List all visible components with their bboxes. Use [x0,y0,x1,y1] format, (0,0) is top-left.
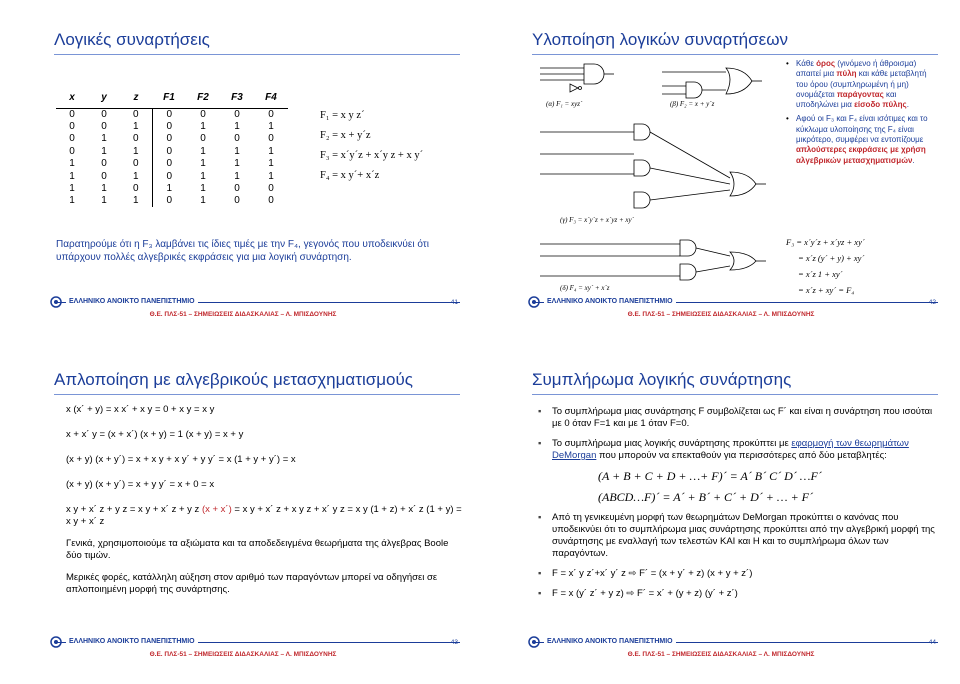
circuit-label-d: (δ) F₄ = xy´ + x´z [560,284,610,292]
circuit-label-c: (γ) F₃ = x´y´z + x´yz + xy´ [560,216,634,224]
implies-arrow-icon: ⇨ [628,568,637,579]
title-divider [54,54,460,55]
identity-line: x (x´ + y) = x x´ + x y = 0 + x y = x y [66,404,215,415]
table-cell: 0 [152,120,186,132]
table-cell: 1 [101,183,107,195]
table-cell: 0 [234,133,240,145]
table-cell: 1 [200,195,206,207]
title-divider [532,394,938,395]
table-row [56,108,288,120]
table-cell: 1 [101,145,107,157]
table-cell: 0 [101,170,107,182]
table-row [56,145,288,157]
table-cell: 1 [234,158,240,170]
page-number: 44 [928,639,936,646]
equation-f3: F₃ = x´y´z + x´y z + x y´ [320,150,424,161]
circuit-label-b: (β) F₂ = x + y´z [670,100,715,108]
table-cell: 0 [132,133,139,145]
footer-university: ΕΛΛΗΝΙΚΟ ΑΝΟΙΚΤΟ ΠΑΝΕΠΙΣΤΗΜΙΟ [544,638,676,645]
footer-course: Θ.Ε. ΠΛΣ-51 – ΣΗΜΕΙΩΣΕΙΣ ΔΙΔΑΣΚΑΛΙΑΣ – Λ. ΜΠΙΣΔΟΥΝΗΣ [149,311,337,318]
table-cell: 0 [132,158,139,170]
table-cell: 0 [101,158,107,170]
table-cell: 0 [101,108,107,120]
col-z: z [120,88,152,108]
equations [320,106,423,186]
table-cell: 0 [69,145,75,157]
table-row [56,170,288,182]
footer-course: Θ.Ε. ΠΛΣ-51 – ΣΗΜΕΙΩΣΕΙΣ ΔΙΔΑΣΚΑΛΙΑΣ – Λ. ΜΠΙΣΔΟΥΝΗΣ [627,311,815,318]
slide-44 [486,346,956,678]
logic-circuits-diagram [530,60,780,296]
table-cell: 1 [69,170,75,182]
table-cell: 0 [101,121,107,133]
equation-f2: F₂ = x + y´z [320,130,371,141]
table-cell: 0 [69,133,75,145]
slide-43 [8,346,478,678]
table-cell: 1 [200,183,206,195]
table-cell: 1 [268,145,274,157]
table-cell: 1 [268,170,274,182]
table-cell: 0 [152,108,186,120]
table-cell: 0 [152,158,186,170]
slide-41 [8,6,478,338]
table-cell: 0 [268,183,274,195]
table-cell: 0 [234,183,240,195]
title-divider [532,54,938,55]
table-cell: 1 [200,145,206,157]
table-cell: 1 [200,158,206,170]
page-number: 42 [928,299,936,306]
table-cell: 0 [268,133,274,145]
slide-title: Απλοποίηση με αλγεβρικούς μετασχηματισμούς [54,370,413,389]
table-cell: 1 [268,121,274,133]
col-f3: F3 [220,88,254,108]
observation-note: Παρατηρούμε ότι η F₃ λαμβάνει τις ίδιες τιμές με την F₄, γεγονός που υποδεικνύει ότι υπάρχουν πολλές αλγεβρικές εκφράσεις για μια λογική συνάρτηση. [56,239,429,263]
derivation-line: = x´z (y´ + y) + xy´ [798,253,865,263]
bullet-example-1: ▪ F = x´ y z´+x´ y´ z ⇨ F´ = (x + y´ + z) (x + y + z´) [538,568,938,580]
equation-f1: F₁ = x y z´ [320,110,365,121]
bullet-demorgan: ▪ Το συμπλήρωμα μιας λογικής συνάρτησης προκύπτει με εφαρμογή των θεωρημάτων DeMorgan που μπορούν να επεκταθούν για περισσότερες από δύο μεταβλητές: [538,438,938,462]
col-f1: F1 [152,88,186,108]
complement-bullets [538,406,938,608]
table-cell: 1 [200,121,206,133]
table-cell: 0 [200,133,206,145]
bullet-list [786,59,936,170]
table-row [56,120,288,132]
page-number: 41 [450,299,458,306]
table-cell: 1 [132,145,139,157]
table-cell: 0 [268,195,274,207]
footer-university: ΕΛΛΗΝΙΚΟ ΑΝΟΙΚΤΟ ΠΑΝΕΠΙΣΤΗΜΙΟ [66,298,198,305]
consensus-line: x y + x´ z + y z = x y + x´ z + y z (x + x´) = x y + x´ z + x y z + x´ y z = x y (1 + z) + x´ z (1 + y) = x y + x´ z [66,504,462,527]
text-general: Γενικά, χρησιμοποιούμε τα αξιώματα και τα αποδεδειγμένα θεωρήματα της άλγεβρας Boole δύο τιμών. [66,538,449,561]
table-cell: 0 [69,108,75,120]
table-row [56,195,288,207]
table-cell: 1 [234,170,240,182]
table-cell: 0 [69,121,75,133]
table-cell: 0 [234,108,240,120]
col-x: x [56,88,88,108]
table-cell: 1 [132,121,139,133]
text-factors: Μερικές φορές, κατάλληλη αύξηση στον αριθμό των παραγόντων μπορεί να οδηγήσει σε απλοποιημένη μορφή της συνάρτησης. [66,572,438,595]
table-cell: 0 [152,195,186,207]
table-cell: 1 [234,121,240,133]
col-f4: F4 [254,88,288,108]
table-cell: 0 [132,108,139,120]
col-f2: F2 [186,88,220,108]
table-cell: 1 [234,145,240,157]
implies-arrow-icon: ⇨ [626,588,635,599]
derivation-line: F₃ = x´y´z + x´yz + xy´ [786,237,865,247]
footer-university: ΕΛΛΗΝΙΚΟ ΑΝΟΙΚΤΟ ΠΑΝΕΠΙΣΤΗΜΙΟ [66,638,198,645]
derivation-line: = x´z 1 + xy´ [798,269,843,279]
table-cell: 1 [132,170,139,182]
identity-line: x + x´ y = (x + x´) (x + y) = 1 (x + y) = x + y [66,429,244,440]
bullet-rule: ▪ Από τη γενικευμένη μορφή των θεωρημάτων DeMorgan προκύπτει ο κανόνας που υποδεικνύει ότι το συμπλήρωμα μιας συνάρτησης προκύπτει από την αλγεβρική μορφή της συνάρτησης με εναλλαγή των τελεστών ΚΑΙ και Η και το συμπλήρωμα όλων των παραγόντων. [538,512,938,560]
bullet-definition: ▪ Το συμπλήρωμα μιας συνάρτησης F συμβολίζεται ως F´ και είναι η συνάρτηση που ισούται με 0 όταν F=1 και με 1 όταν F=0. [538,406,938,430]
university-logo-icon [528,296,540,308]
table-cell: 0 [268,108,274,120]
table-cell: 1 [200,170,206,182]
table-cell: 0 [234,195,240,207]
circuit-label-a: (α) F₁ = xyz´ [546,100,583,108]
table-cell: 1 [101,195,107,207]
table-cell: 1 [101,133,107,145]
equation-f4: F₄ = x y´+ x´z [320,170,380,181]
slide-title: Λογικές συναρτήσεις [54,30,210,49]
table-row [56,182,288,194]
truth-table-body [56,108,288,207]
table-row [56,133,288,145]
footer-university: ΕΛΛΗΝΙΚΟ ΑΝΟΙΚΤΟ ΠΑΝΕΠΙΣΤΗΜΙΟ [544,298,676,305]
truth-table [56,88,288,207]
university-logo-icon [528,636,540,648]
bullet-simplify: • Αφού οι F₃ και F₄ είναι ισότιμες και το κύκλωμα υλοποίησης της F₄ είναι μικρότερο, συμφέρει να εντοπίζουμε απλούστερες εκφράσεις με χρήση αλγεβρικών μετασχηματισμών. [786,114,936,165]
table-cell: 0 [152,170,186,182]
table-row [56,158,288,170]
bullet-example-2: ▪ F = x (y´ z´ + y z) ⇨ F´ = x´ + (y + z) (y´ + z´) [538,588,938,600]
title-divider [54,394,460,395]
bullet-gates: • Κάθε όρος (γινόμενο ή άθροισμα) απαιτεί μια πύλη και κάθε μεταβλητή του όρου (συμπληρωμένη ή μη) ονομάζεται παράγοντας και υποδηλώνει μια είσοδο πύλης. [786,59,936,110]
table-cell: 1 [132,195,139,207]
col-y: y [88,88,120,108]
table-cell: 0 [200,108,206,120]
footer-course: Θ.Ε. ΠΛΣ-51 – ΣΗΜΕΙΩΣΕΙΣ ΔΙΔΑΣΚΑΛΙΑΣ – Λ. ΜΠΙΣΔΟΥΝΗΣ [149,651,337,658]
algebra-list [66,404,466,606]
demorgan-formula-1: (A + B + C + D + …+ F)´ = A´ B´ C´ D´ …F´ [598,469,822,483]
derivation-line: = x´z + xy´ = F₄ [798,285,855,295]
table-cell: 1 [268,158,274,170]
demorgan-formula-2: (ABCD…F)´ = A´ + B´ + C´ + D´ + … + F´ [598,490,813,504]
university-logo-icon [50,296,62,308]
table-cell: 1 [69,158,75,170]
table-cell: 0 [132,183,139,195]
slide-title: Υλοποίηση λογικών συναρτήσεων [532,30,788,49]
slide-42 [486,6,956,338]
identity-line: (x + y) (x + y´) = x + x y + x y´ + y y´ = x (1 + y + y´) = x [66,454,296,465]
slide-title: Συμπλήρωμα λογικής συνάρτησης [532,370,792,389]
footer-course: Θ.Ε. ΠΛΣ-51 – ΣΗΜΕΙΩΣΕΙΣ ΔΙΔΑΣΚΑΛΙΑΣ – Λ. ΜΠΙΣΔΟΥΝΗΣ [627,651,815,658]
table-cell: 0 [152,145,186,157]
derivation [786,234,865,298]
identity-line: (x + y) (x + y´) = x + y y´ = x + 0 = x [66,479,215,490]
page-number: 43 [450,639,458,646]
university-logo-icon [50,636,62,648]
table-cell: 0 [152,133,186,145]
table-cell: 1 [152,182,186,194]
table-cell: 1 [69,195,75,207]
table-cell: 1 [69,183,75,195]
